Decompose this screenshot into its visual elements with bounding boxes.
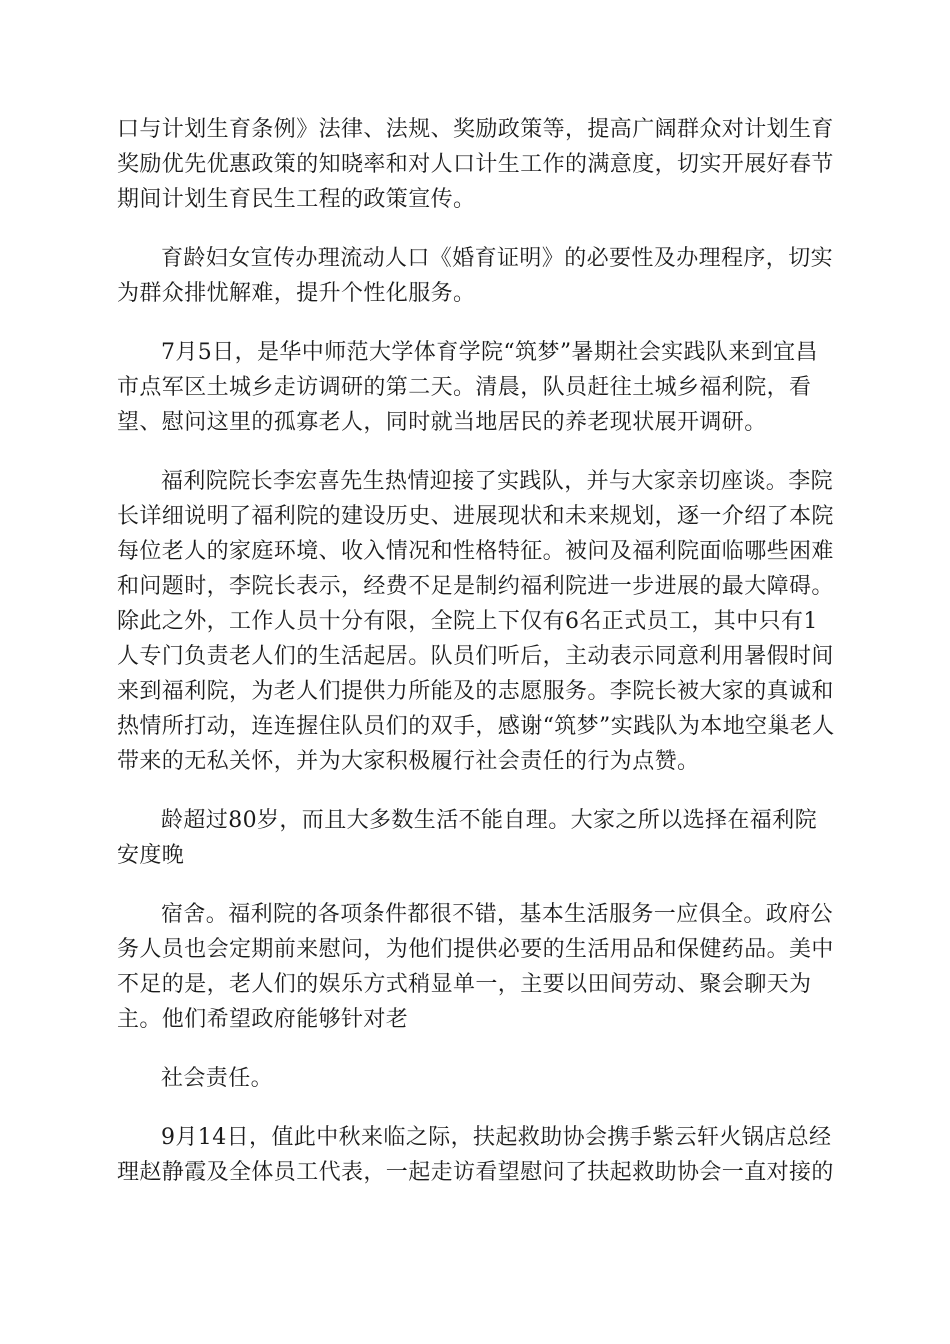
paragraph-4: 福利院院长李宏喜先生热情迎接了实践队，并与大家亲切座谈。李院长详细说明了福利院的建设历史、进展现状和未来规划，逐一介绍了本院每位老人的家庭环境、收入情况和性格特征。被问及福利院面临哪些困难和问题时，李院长表示，经费不足是制约福利院进一步进展的最大障碍。除此之外，工作人员十分有限，全院上下仅有6名正式员工，其中只有1人专门负责老人们的生活起居。队员们听后，主动表示同意利用暑假时间来到福利院，为老人们提供力所能及的志愿服务。李院长被大家的真诚和热情所打动，连连握住队员们的双手，感谢“筑梦”实践队为本地空巢老人带来的无私关怀，并为大家积极履行社会责任的行为点赞。 — [117, 469, 835, 774]
paragraph-8: 9月14日，值此中秋来临之际，扶起救助协会携手紫云轩火锅店总经理赵静霞及全体员工代表，一起走访看望慰问了扶起救助协会一直对接的 — [117, 1125, 834, 1185]
document-body — [117, 112, 835, 1214]
paragraph-7: 社会责任。 — [161, 1066, 274, 1091]
paragraph-6: 宿舍。福利院的各项条件都很不错，基本生活服务一应俱全。政府公务人员也会定期前来慰问，为他们提供必要的生活用品和保健药品。美中不足的是，老人们的娱乐方式稍显单一，主要以田间劳动、聚会聊天为主。他们希望政府能够针对老 — [117, 902, 834, 1032]
paragraph-2: 育龄妇女宣传办理流动人口《婚育证明》的必要性及办理程序，切实为群众排忧解难，提升个性化服务。 — [117, 246, 834, 306]
paragraph-3: 7月5日，是华中师范大学体育学院“筑梦”暑期社会实践队来到宜昌市点军区土城乡走访调研的第二天。清晨，队员赶往土城乡福利院，看望、慰问这里的孤寡老人，同时就当地居民的养老现状展开调研。 — [117, 340, 818, 435]
paragraph-1: 口与计划生育条例》法律、法规、奖励政策等，提高广阔群众对计划生育奖励优先优惠政策的知晓率和对人口计生工作的满意度，切实开展好春节期间计划生育民生工程的政策宣传。 — [117, 117, 834, 212]
paragraph-5: 龄超过80岁，而且大多数生活不能自理。大家之所以选择在福利院安度晚 — [117, 808, 817, 868]
